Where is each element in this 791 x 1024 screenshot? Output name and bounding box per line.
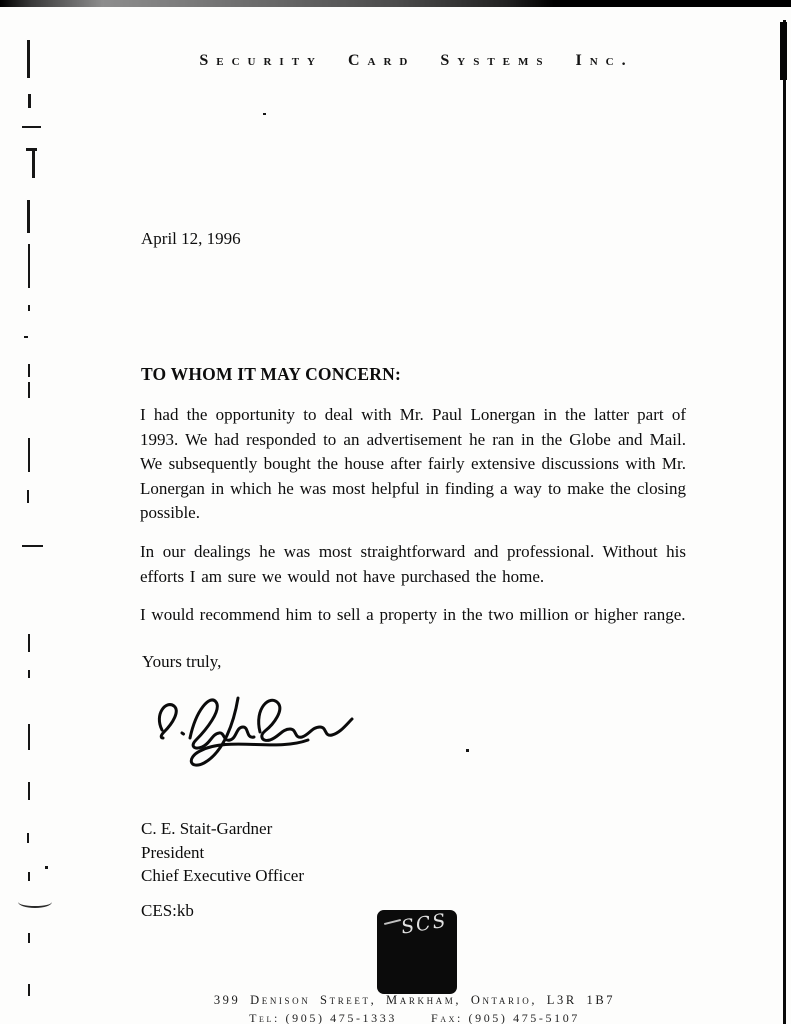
scan-artifact bbox=[28, 244, 30, 288]
scan-artifact bbox=[28, 364, 30, 377]
company-logo bbox=[377, 910, 457, 994]
letterhead bbox=[0, 52, 791, 70]
scan-artifact bbox=[28, 94, 31, 108]
footer-address: 399 Denison Street, Markham, Ontario, L3R 1B7 bbox=[213, 993, 616, 1007]
scan-artifact bbox=[466, 749, 469, 752]
scan-artifact bbox=[28, 933, 30, 943]
letter-closing: Yours truly, bbox=[142, 652, 222, 671]
footer-contact-line bbox=[0, 1011, 791, 1024]
logo-monogram: SCS bbox=[399, 909, 450, 939]
scan-artifact bbox=[27, 200, 30, 233]
scan-right-edge-mark bbox=[780, 22, 787, 80]
scan-top-bar bbox=[0, 0, 791, 7]
footer-tel: Tel: (905) 475-1333 bbox=[249, 1011, 397, 1024]
logo-dash-mark bbox=[384, 919, 401, 925]
handwritten-signature bbox=[146, 670, 364, 772]
signature-block bbox=[141, 817, 304, 888]
reference-initials: CES:kb bbox=[141, 901, 194, 920]
company-name: Security Card Systems Inc. bbox=[199, 52, 634, 69]
scan-artifact bbox=[28, 438, 30, 472]
letter-paragraph: In our dealings he was most straightforward and professional. Without his efforts I am sure we would not have purchased the home. bbox=[140, 541, 686, 586]
scan-artifact bbox=[22, 126, 41, 128]
letter-body bbox=[140, 403, 686, 642]
letter-paragraph: I would recommend him to sell a property in the two million or higher range. bbox=[140, 605, 686, 625]
scan-artifact bbox=[28, 634, 30, 652]
letter-paragraph: I had the opportunity to deal with Mr. Paul Lonergan in the latter part of 1993. We had responded to an advertisement he ran in the Globe and Mail. We subsequently bought the house after fairly extensive discussions with Mr. Lonergan in which he was most helpful in finding a way to make the closing possible. bbox=[140, 405, 686, 523]
signer-name: C. E. Stait-Gardner bbox=[141, 819, 273, 838]
scan-artifact bbox=[28, 782, 30, 800]
footer-fax: Fax: (905) 475-5107 bbox=[430, 1011, 580, 1024]
scan-artifact bbox=[28, 872, 30, 881]
scan-artifact bbox=[28, 724, 30, 750]
scan-artifact bbox=[28, 305, 30, 311]
scan-artifact bbox=[28, 382, 30, 398]
scan-artifact bbox=[18, 896, 52, 908]
scan-artifact bbox=[27, 833, 29, 843]
scan-artifact bbox=[45, 866, 48, 869]
signer-title: President bbox=[141, 842, 205, 862]
scan-artifact bbox=[28, 670, 30, 678]
signer-title: Chief Executive Officer bbox=[141, 866, 305, 885]
scan-right-edge-line bbox=[783, 20, 786, 1024]
letter-date: April 12, 1996 bbox=[141, 229, 241, 248]
scan-artifact bbox=[22, 545, 43, 547]
scan-artifact bbox=[27, 490, 29, 503]
letter-salutation: TO WHOM IT MAY CONCERN: bbox=[141, 364, 401, 384]
scan-artifact bbox=[24, 336, 28, 338]
scan-artifact bbox=[263, 113, 266, 115]
scan-artifact bbox=[32, 150, 35, 178]
